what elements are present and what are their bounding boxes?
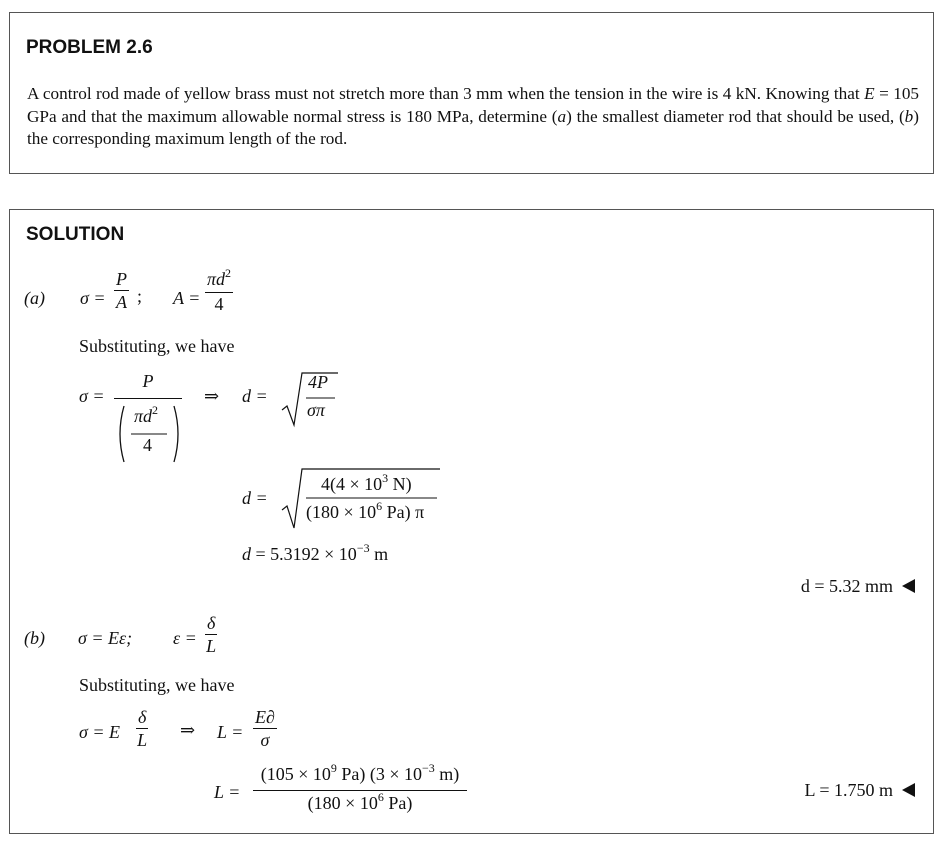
substituting-a-text: Substituting, we have — [79, 336, 235, 356]
solution-title: SOLUTION — [26, 224, 125, 245]
solution-box: SOLUTION (a) σ = P A ; A = $\pi d^2$ 4 Substituting, we have σ = P $\pi d^2$ 4 ⇒ d = 4P σπ d = $4(4 \times 10^3$ N) ($180 \times 10^6$ Pa) π $d = 5.3192 \times 10^{-3}$ m d = 5.32 mm (b) σ = Eε; ε = δ L Substituting, we have σ = E δ L ⇒ L = E∂ σ L = ($105 \times 10^9$ Pa) ($3 \times 10^{-3}$ m) ($180 \times 10^6$ Pa) L = 1.750 m — [9, 209, 934, 834]
answer-b: L = 1.750 m — [805, 780, 915, 801]
answer-marker-icon — [902, 783, 915, 797]
problem-statement: A control rod made of yellow brass must not stretch more than 3 mm when the tension in the wire is 4 kN. Knowing that E = 105 GPa and that the maximum allowable normal stress is 180 MPa, determine (a) the smallest diameter rod that should be used, (b) the corresponding maximum length of the rod. — [27, 84, 920, 148]
part-b-label: (b) — [24, 628, 45, 648]
substituting-b-text: Substituting, we have — [79, 675, 235, 695]
problem-box — [9, 12, 934, 174]
part-a-label: (a) — [24, 288, 45, 308]
answer-marker-icon — [902, 579, 915, 593]
answer-a: d = 5.32 mm — [801, 576, 915, 597]
problem-title: PROBLEM 2.6 — [26, 37, 153, 58]
equation-diameter-result: $d = 5.3192 \times 10^{-3}$ m — [242, 541, 389, 564]
